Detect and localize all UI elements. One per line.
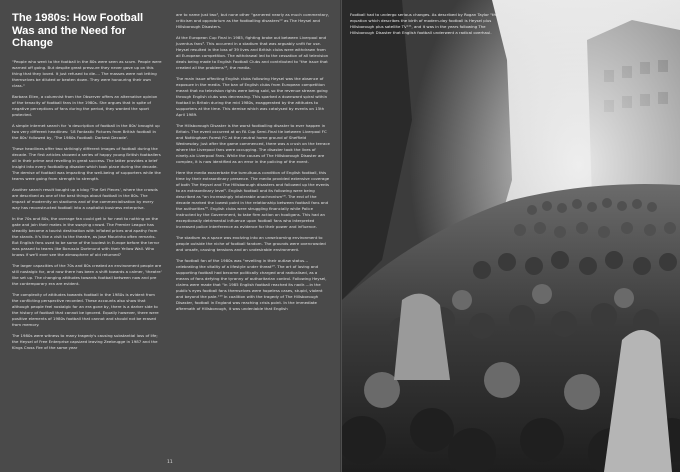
paragraph: "People who went to the football in the 80s were seen as scum. People were warned off going. But despite great pressure they never gave up on this thing that they loved. It just refused to die.... The masses were not letting themselves be diluted or beaten down. They were honouring their own class." [12,58,162,88]
page-number: 11 [167,460,173,465]
paragraph: The Hillsborough Disaster is the worst footballing disaster to ever happen in Britain. The event occurred at an FA Cup Semi-Final tie between Liverpool FC and Nottingham Forest FC at the neutral home ground of Sheffield Wednesday. Just after the game commenced, there was a crush on the terrace where the Liverpool fans were occupying. The disaster took the lives of ninety-six Liverpool Fans. While the causes of The Hillsborough Disaster are complex, it is now identified as an error in the policing of the event. [176,123,330,164]
paragraph: In the 70s and 80s, the overage fan could get in for next to nothing on the gate and join their mates in the swaying crowd. The Premier League has steadily become a tourist destination with inflated prices and apathy from the stands. It's like a visit to the theatre, as Jose Mourinho often remarks. But English fans used to be some of the loudest in Europe before the terror was passed to teams like Borussia Dortmund with their Yellow Wall. Who knows if we'll ever see the atmosphere of old returned? [12,215,160,257]
paragraph: Football had to undergo serious changes. As described by Rogan Taylor "the equation which describes the birth of modern-day football is Heysel plus Hillsborough plus satellite TV"¹¹, and it was in the years following The Hillsborough Disaster that English football underwent a radical overhaul. [350,12,499,35]
article-title: The 1980s: How Football Was and the Need for Change [12,12,144,49]
paragraph: Barbara Ellen, a columnist from the Observer offers an alternative opinion of the tenacity of football fans in the 1980s. She argues that in spite of negative perceptions of fans during the period, they wanted the sport protected. [12,93,158,117]
paragraph: The football fan of the 1980s was "revelling in their outlaw status… celebrating the vitality of a lifestyle under threat"⁹. The art of loving and supporting football had become politically charged and radicalised, as a means of fans defying the tyranny of authoritarian control. Following Heysel, claims were made that "in 1985 English football reached its nadir….in the public's eyes football fans themselves were hopeless cases, stupid, violent and beyond the pale."¹⁰ In coalition with the tragedy of The Hillsborough Disaster, football in England was reaching crisis point. In the immediate aftermath of Hillsborough, it was undeniable that English [176,258,327,311]
paragraph: The main issue affecting English clubs following Heysel was the absence of exposure in the media. The ban of English clubs from European competition meant that no television rights were being sold, so the revenue stream going through English clubs was decreasing. This sparked a downward spiral within football in Britain during the mid 1980s, exaggerated by the attitudes to supporters at the time. This demise which was catalysed by events on 15th April 1989. [176,76,328,117]
right-page [342,0,680,472]
paragraph: At the European Cup Final in 1985, fighting broke out between Liverpool and Juventus fans³. This occurred in a stadium that was arguably unfit for use. Heysel resulted in the loss of 39 lives and British clubs were withdrawn from all European competition. The withdrawal led to the cessation of all television deals being made to English Football Clubs and contributed to "the issue that created all the problems"⁴, the media. [176,35,329,70]
paragraph: The 1980s were witness to many tragedy's causing substantial loss of life; the Heysel of Free Enterprise capsized leaving Zeebrugge in 1987 and the Kings Cross Fire of the same year [12,332,158,350]
article-column-1 [12,12,162,356]
article-column-2 [176,12,330,317]
paragraph: These headlines offer two strikingly different images of football during the decade. The first articles showed a series of happy young British footballers all in their prime and revelling in great success. The latter provides a brief insight into every footballing disaster which took place during the decade. The demise of football was impacting the well-being of supporters while the teams were going from strength to strength. [12,145,161,181]
article-column-3 [350,12,504,41]
paragraph: Another search result bought up a blog 'The Set Pieces', where the crowds are described as one of the best things about football in the 80s. The impact of modernity on stadiums and of the commercialisation by every way has reconstructed football into a capitalist business enterprise. [12,186,158,210]
paragraph: The larger capacities of the 70s and 80s created an environment people are still nostalgic for, and now there has been a shift towards a calmer, 'theatre' like set up. The changing attitudes towards football between now and pre the contemporary era are evident. [12,262,162,286]
paragraph: The stadium as a space was evolving into an unwelcoming environment to people outside the niche of football fandom. The grounds were overcrowded and unsafe, causing tensions and an undesirable environment. [176,235,326,252]
paragraph: A simple internet search for 'a description of football in the 80s' brought up two very different headlines: '18 Fantastic Pictures from British football in the 80s' followed by, 'The 1980s Football: Darkest Decade'. [12,122,160,140]
paragraph: are to name just two¹, but none other "garnered nearly as much commentary, criticism and opprobrium as the footballing disasters"² as The Heysel and Hillsborough Disasters. [176,12,330,29]
paragraph: Here the media exacerbate the tumultuous condition of English football, this time by their extraordinary presence. The media provided extensive coverage of both The Heysel and The Hillsborough disasters and followed up the events to an extraordinary level⁵. English football and its following were being described as "an increasingly intolerable anachronism"⁶. The end of the decade marked the lowest point in the relationship between football fans and the authorities⁷⁸. English clubs were struggling financially while Police instructed by the Government, to take firm action on hooligans. This had an exceptionally detrimental influence upon football fans who interpreted increased police interference as evidence for their power and influence. [176,170,330,229]
paragraph: The complexity of attitudes towards football in the 1980s is evident from the conflicting perspective recorded. These accounts also show that although people feel nostalgic for an era gone by, there is a darker side to the history of football that cannot be ignored. Equally however, there were positive elements of 1980s football that cannot and should not be erased from memory. [12,291,159,327]
crowd-photo [342,0,680,472]
